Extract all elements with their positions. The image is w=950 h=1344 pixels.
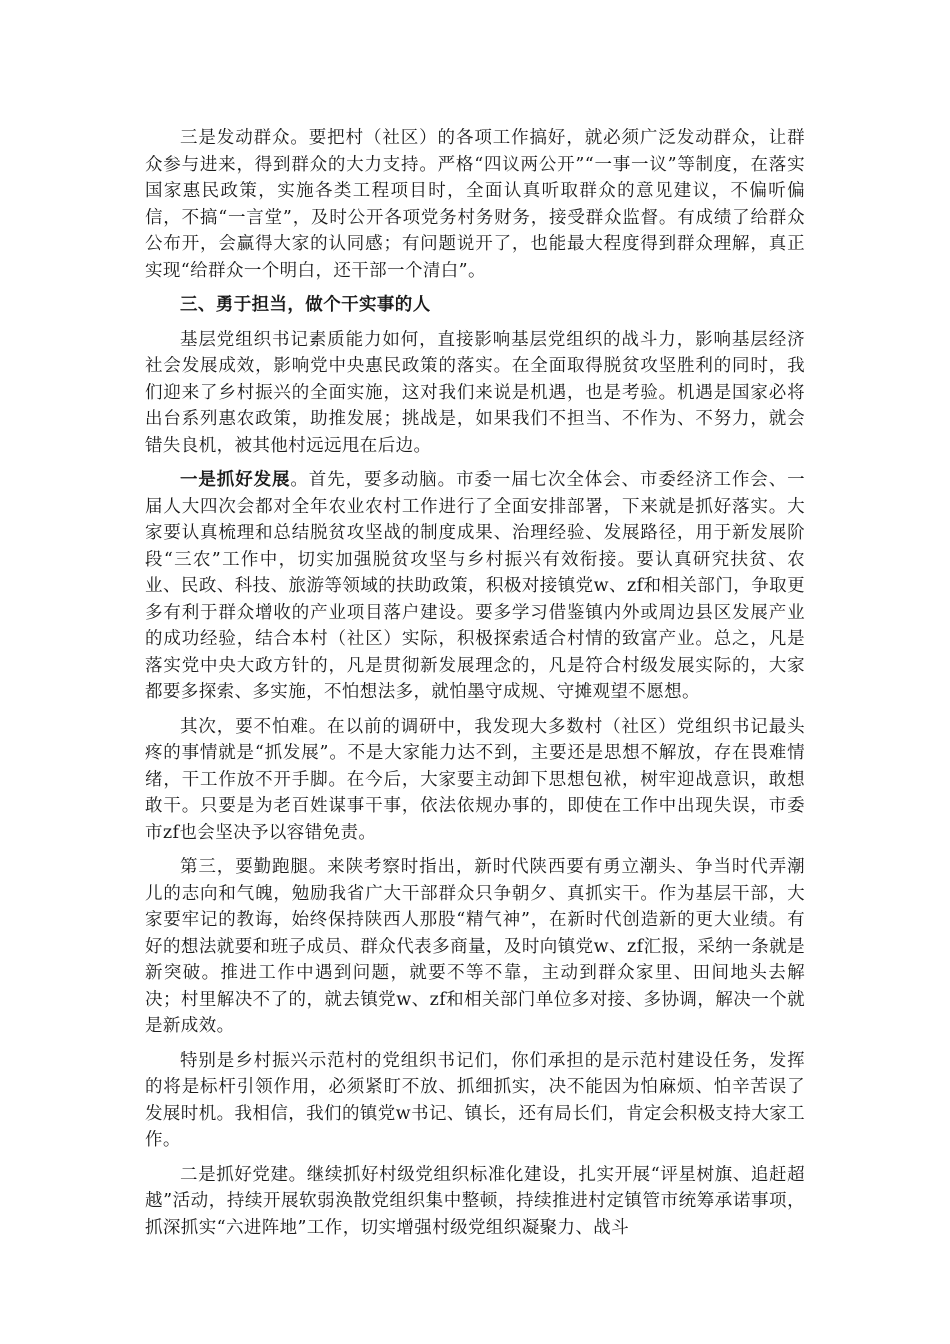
document-body — [145, 125, 805, 1249]
paragraph-intro-responsibility: 基层党组织书记素质能力如何，直接影响基层党组织的战斗力，影响基层经济社会发展成效，影响党中央惠民政策的落实。在全面取得脱贫攻坚胜利的同时，我们迎来了乡村振兴的全面实施，这对我们来说是机遇，也是考验。机遇是国家必将出台系列惠农政策，助推发展；挑战是，如果我们不担当、不作为、不努力，就会错失良机，被其他村远远甩在后边。 — [145, 329, 805, 456]
paragraph-development — [145, 467, 805, 706]
paragraph-demonstration-villages: 特别是乡村振兴示范村的党组织书记们，你们承担的是示范村建设任务，发挥的将是标杆引领作用，必须紧盯不放、抓细抓实，决不能因为怕麻烦、怕辛苦误了发展时机。我相信，我们的镇党w书记、镇长，还有局长们，肯定会积极支持大家工作。 — [145, 1050, 805, 1150]
lead-phrase-development: 一是抓好发展 — [180, 470, 291, 490]
paragraph-not-afraid: 其次，要不怕难。在以前的调研中，我发现大多数村（社区）党组织书记最头疼的事情就是“抓发展”。不是大家能力达不到，主要还是思想不解放，存在畏难情绪，干工作放不开手脚。在今后，大家要主动卸下思想包袱，树牢迎战意识，敢想敢干。只要是为老百姓谋事干事，依法依规办事的，即使在工作中出现失误，市委市zf也会坚决予以容错免责。 — [145, 716, 805, 843]
paragraph-development-body: 。首先，要多动脑。市委一届七次全体会、市委经济工作会、一届人大四次会都对全年农业农村工作进行了全面安排部署，下来就是抓好落实。大家要认真梳理和总结脱贫攻坚战的制度成果、治理经验、发展路径，用于新发展阶段“三农”工作中，切实加强脱贫攻坚与乡村振兴有效衔接。要认真研究扶贫、农业、民政、科技、旅游等领域的扶助政策，积极对接镇党w、zf和相关部门，争取更多有利于群众增收的产业项目落户建设。要多学习借鉴镇内外或周边县区发展产业的成功经验，结合本村（社区）实际，积极探索适合村情的致富产业。总之，凡是落实党中央大政方针的，凡是贯彻新发展理念的，凡是符合村级发展实际的，大家都要多探索、多实施，不怕想法多，就怕墨守成规、守摊观望不愿想。 — [145, 470, 805, 702]
paragraph-diligent: 第三，要勤跑腿。来陕考察时指出，新时代陕西要有勇立潮头、争当时代弄潮儿的志向和气魄，勉励我省广大干部群众只争朝夕、真抓实干。作为基层干部，大家要牢记的教诲，始终保持陕西人那股“精气神”，在新时代创造新的更大业绩。有好的想法就要和班子成员、群众代表多商量，及时向镇党w、zf汇报，采纳一条就是新突破。推进工作中遇到问题，就要不等不靠，主动到群众家里、田间地头去解决；村里解决不了的，就去镇党w、zf和相关部门单位多对接、多协调，解决一个就是新成效。 — [145, 857, 805, 1036]
paragraph-mobilize-masses: 三是发动群众。要把村（社区）的各项工作搞好，就必须广泛发动群众，让群众参与进来，得到群众的大力支持。严格“四议两公开”“一事一议”等制度，在落实国家惠民政策，实施各类工程项目时，全面认真听取群众的意见建议，不偏听偏信，不搞“一言堂”，及时公开各项党务村务财务，接受群众监督。有成绩了给群众公布开，会赢得大家的认同感；有问题说开了，也能最大程度得到群众理解，真正实现“给群众一个明白，还干部一个清白”。 — [145, 128, 805, 281]
section-heading-three: 三、勇于担当，做个干实事的人 — [180, 295, 431, 315]
paragraph-party-building: 二是抓好党建。继续抓好村级党组织标准化建设，扎实开展“评星树旗、追赶超越”活动，持续开展软弱涣散党组织集中整顿，持续推进村定镇管市统筹承诺事项，抓深抓实“六进阵地”工作，切实增强村级党组织凝聚力、战斗 — [145, 1164, 805, 1238]
